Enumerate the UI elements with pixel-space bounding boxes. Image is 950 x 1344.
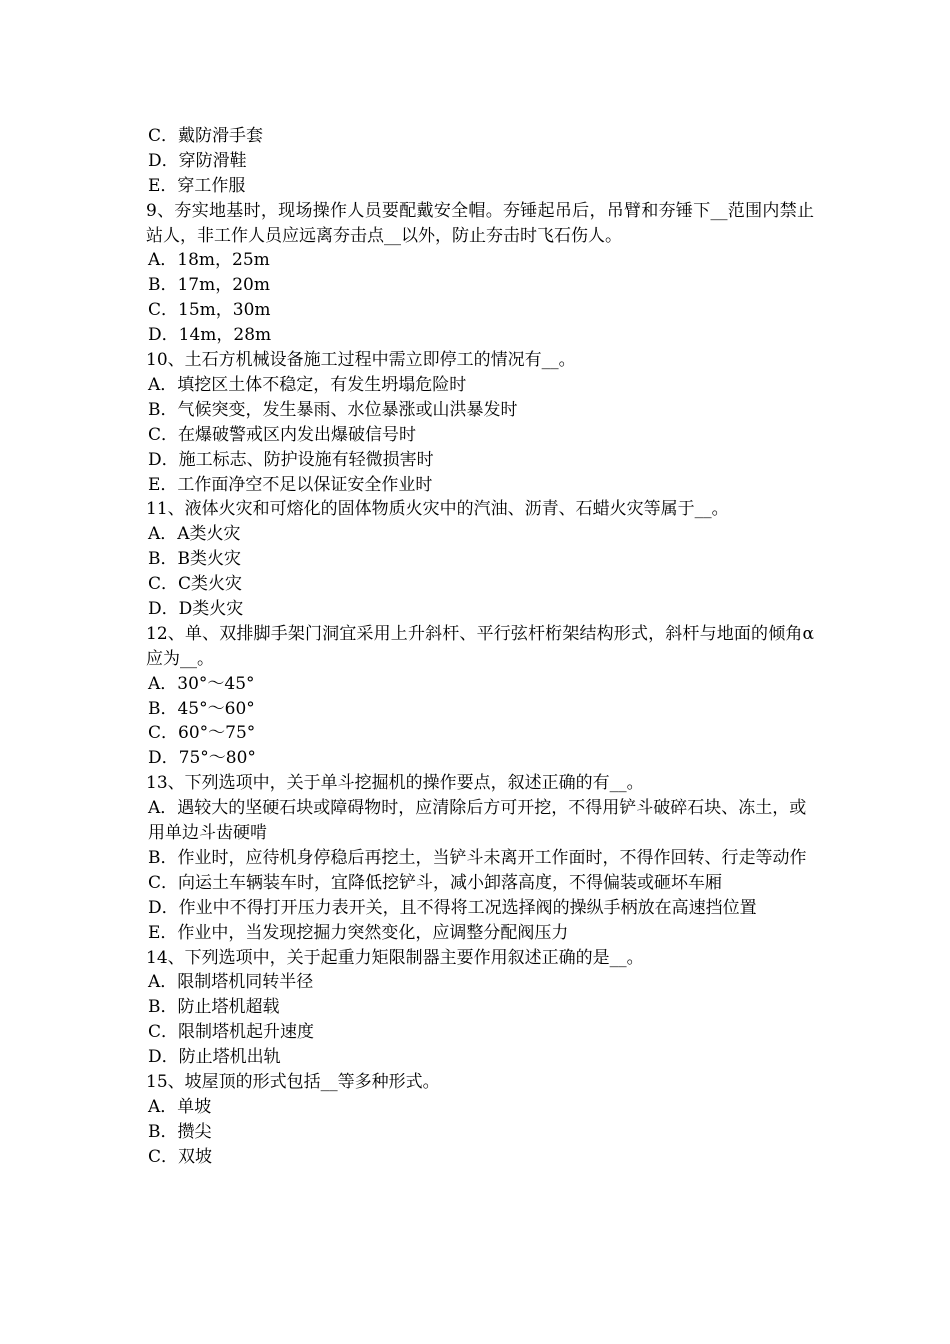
option-c: C．15m，30m [148, 300, 271, 321]
option-e: E．穿工作服 [148, 175, 246, 196]
option-a: A．18m，25m [148, 250, 270, 271]
option-d: D．75°～80° [148, 748, 256, 769]
question-15: 15、坡屋顶的形式包括__等多种形式。 [146, 1072, 440, 1093]
option-c: C．在爆破警戒区内发出爆破信号时 [148, 424, 417, 445]
question-13: 13、下列选项中，关于单斗挖掘机的操作要点，叙述正确的有__。 [146, 773, 644, 794]
option-a: A．A类火灾 [148, 524, 241, 545]
option-a: A．遇较大的坚硬石块或障碍物时，应清除后方可开挖，不得用铲斗破碎石块、冻土，或用单边斗齿硬啃 [148, 798, 807, 844]
option-c: C．向运土车辆装车时，宜降低挖铲斗，减小卸落高度，不得偏装或砸坏车厢 [148, 872, 723, 893]
question-11: 11、液体火灾和可熔化的固体物质火灾中的汽油、沥青、石蜡火灾等属于__。 [146, 499, 729, 520]
option-a: A．30°～45° [148, 673, 255, 694]
option-d: D．14m，28m [148, 325, 272, 346]
option-c: C．C类火灾 [148, 574, 243, 595]
option-d: D．作业中不得打开压力表开关，且不得将工况选择阀的操纵手柄放在高速挡位置 [148, 897, 757, 918]
option-c: C．限制塔机起升速度 [148, 1022, 315, 1043]
question-14: 14、下列选项中，关于起重力矩限制器主要作用叙述正确的是__。 [146, 947, 644, 968]
option-d: D．D类火灾 [148, 598, 244, 619]
option-e: E．作业中，当发现挖掘力突然变化，应调整分配阀压力 [148, 922, 569, 943]
option-b: B．气候突变，发生暴雨、水位暴涨或山洪暴发时 [148, 399, 518, 420]
option-c: C．双坡 [148, 1146, 213, 1167]
option-c: C．60°～75° [148, 723, 256, 744]
option-b: B．B类火灾 [148, 549, 241, 570]
option-d: D．施工标志、防护设施有轻微损害时 [148, 449, 434, 470]
question-9: 9、夯实地基时，现场操作人员要配戴安全帽。夯锤起吊后，吊臂和夯锤下__范围内禁止站人，非工作人员应远离夯击点__以外，防止夯击时飞石伤人。 [146, 200, 814, 246]
option-a: A．单坡 [148, 1096, 212, 1117]
option-d: D．穿防滑鞋 [148, 150, 247, 171]
option-b: B．45°～60° [148, 698, 255, 719]
option-e: E．工作面净空不足以保证安全作业时 [148, 474, 433, 495]
option-b: B．作业时，应待机身停稳后再挖土，当铲斗未离开工作面时，不得作回转、行走等动作 [148, 847, 807, 868]
option-d: D．防止塔机出轨 [148, 1047, 281, 1068]
question-12: 12、单、双排脚手架门洞宜采用上升斜杆、平行弦杆桁架结构形式，斜杆与地面的倾角α应为__。 [146, 623, 814, 669]
option-a: A．填挖区土体不稳定，有发生坍塌危险时 [148, 374, 467, 395]
option-b: B．17m，20m [148, 275, 270, 296]
option-a: A．限制塔机同转半径 [148, 972, 314, 993]
option-b: B．攒尖 [148, 1121, 212, 1142]
option-c: C．戴防滑手套 [148, 126, 264, 146]
document-body [146, 124, 814, 1170]
option-b: B．防止塔机超载 [148, 997, 280, 1018]
question-10: 10、土石方机械设备施工过程中需立即停工的情况有__。 [146, 350, 576, 371]
